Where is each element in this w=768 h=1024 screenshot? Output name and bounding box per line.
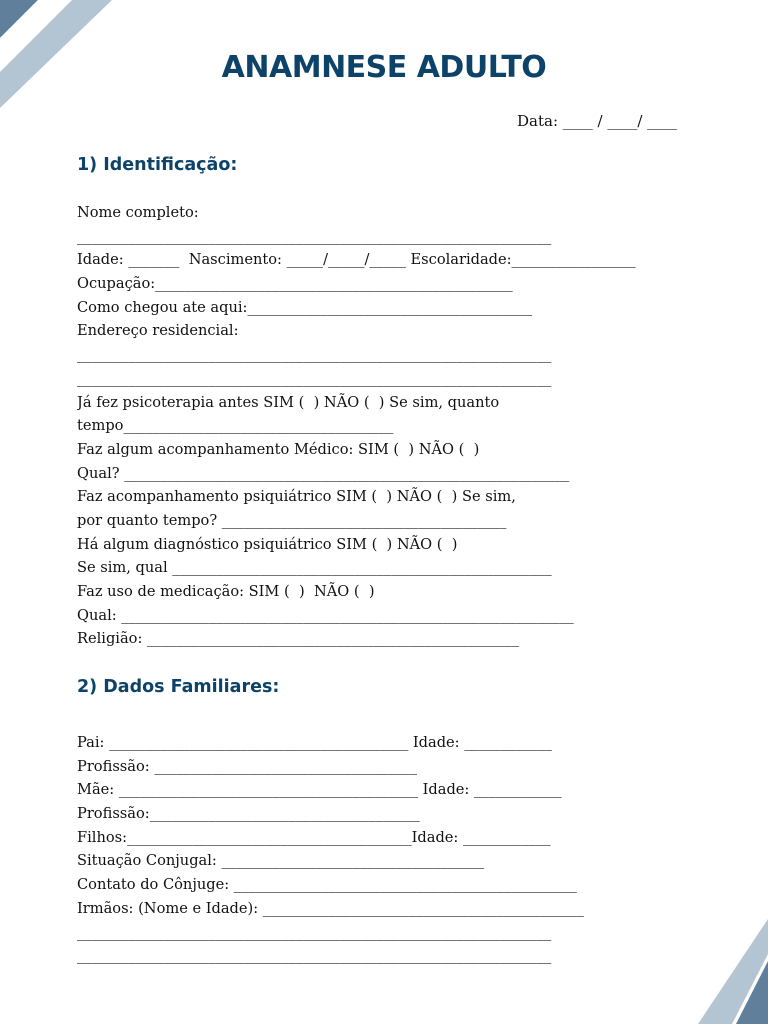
identificacao-form xyxy=(77,201,697,651)
form-line[interactable]: Faz acompanhamento psiquiátrico SIM ( ) NÃO ( ) Se sim, xyxy=(77,488,516,506)
form-line[interactable]: Qual? _____________________________________________________________ xyxy=(77,464,570,482)
section-title-dados-familiares: 2) Dados Familiares: xyxy=(77,677,280,697)
form-line[interactable]: Situação Conjugal: ____________________________________ xyxy=(77,852,485,870)
form-line[interactable]: _________________________________________________________________ xyxy=(77,346,552,364)
form-line[interactable]: Faz uso de medicação: SIM ( ) NÃO ( ) xyxy=(77,583,375,600)
form-line[interactable]: Idade: _______ Nascimento: _____/_____/_____ Escolaridade:_________________ xyxy=(77,251,636,269)
form-line[interactable]: Já fez psicoterapia antes SIM ( ) NÃO ( ) Se sim, quanto xyxy=(77,393,500,411)
date-field[interactable]: Data: ____ / ____/ ____ xyxy=(517,112,678,130)
form-line[interactable]: _________________________________________________________________ xyxy=(77,947,552,965)
form-line[interactable]: Contato do Cônjuge: _______________________________________________ xyxy=(77,876,577,894)
dados-familiares-form xyxy=(77,731,697,968)
form-line[interactable]: Como chegou ate aqui:_______________________________________ xyxy=(77,298,533,316)
form-line[interactable]: Irmãos: (Nome e Idade): ____________________________________________ xyxy=(77,899,584,917)
form-line[interactable]: Há algum diagnóstico psiquiátrico SIM ( ) NÃO ( ) xyxy=(77,535,458,553)
form-line[interactable]: Religião: ___________________________________________________ xyxy=(77,630,520,648)
form-line[interactable]: Endereço residencial: xyxy=(77,322,239,340)
form-line[interactable]: _________________________________________________________________ xyxy=(77,923,552,941)
form-line[interactable]: Profissão: ____________________________________ xyxy=(77,757,418,775)
form-line[interactable]: Profissão:_____________________________________ xyxy=(77,805,420,823)
form-line[interactable]: Faz algum acompanhamento Médico: SIM ( ) NÃO ( ) xyxy=(77,440,480,458)
form-line[interactable]: Nome completo: xyxy=(77,204,199,221)
form-line[interactable]: por quanto tempo? _______________________________________ xyxy=(77,511,507,529)
section-title-identificacao: 1) Identificação: xyxy=(77,155,238,175)
form-line[interactable]: tempo_____________________________________ xyxy=(77,417,394,435)
form-line[interactable]: Qual: ______________________________________________________________ xyxy=(77,606,574,624)
form-line[interactable]: _________________________________________________________________ xyxy=(77,369,552,387)
form-line[interactable]: _________________________________________________________________ xyxy=(77,227,552,245)
form-line[interactable]: Mãe: _________________________________________ Idade: ____________ xyxy=(77,781,562,799)
form-line[interactable]: Ocupação:_________________________________________________ xyxy=(77,275,513,293)
form-line[interactable]: Filhos:_______________________________________Idade: ____________ xyxy=(77,828,551,846)
form-line[interactable]: Pai: _________________________________________ Idade: ____________ xyxy=(77,734,552,751)
form-line[interactable]: Se sim, qual ____________________________________________________ xyxy=(77,559,552,577)
page-title: ANAMNESE ADULTO xyxy=(221,50,547,85)
